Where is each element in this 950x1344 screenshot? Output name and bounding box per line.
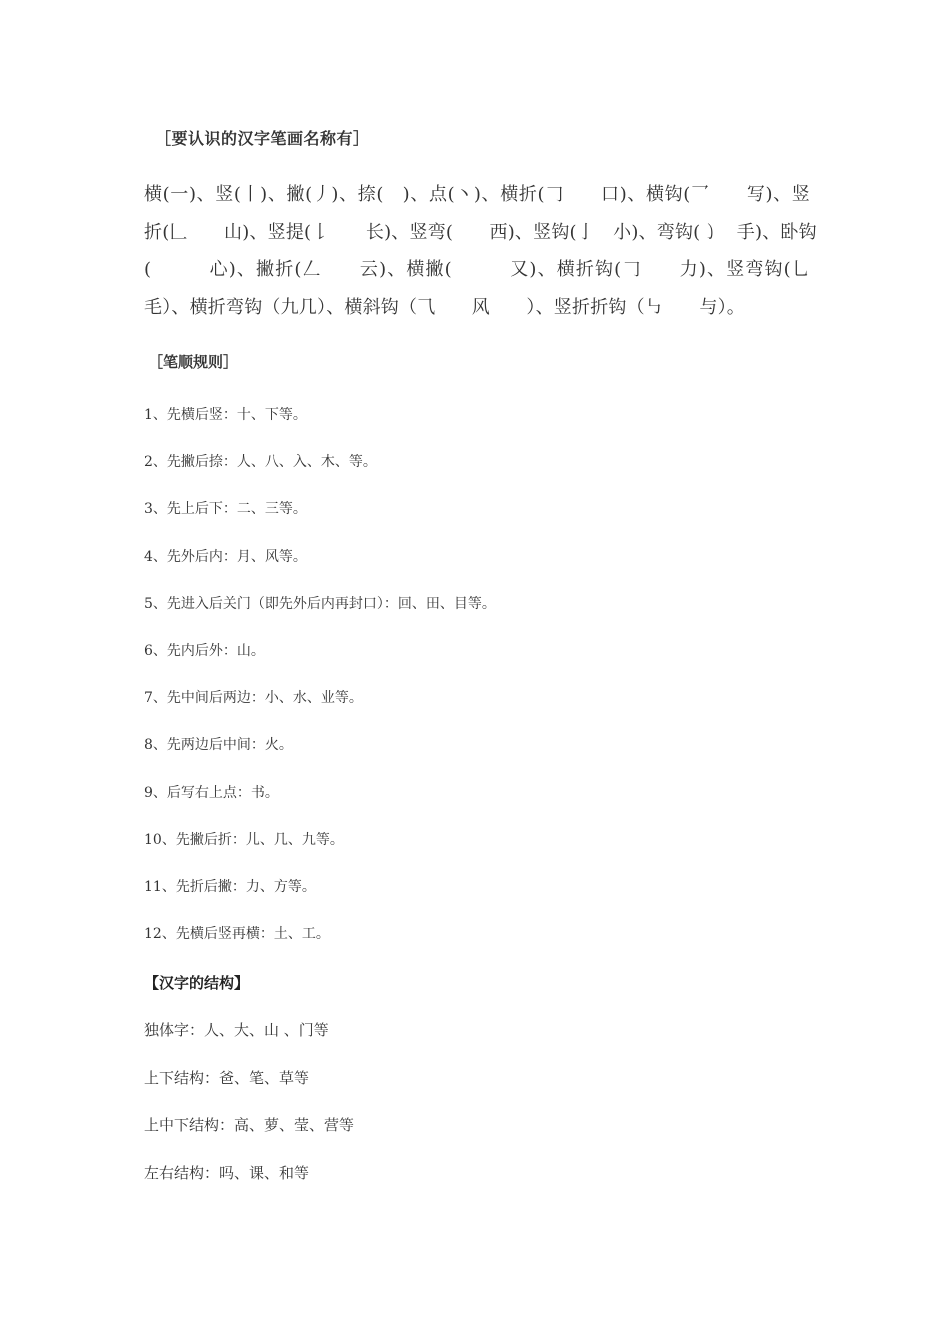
list-item: 左右结构：吗、课、和等 <box>144 1163 310 1182</box>
structure-heading: 【汉字的结构】 <box>144 974 250 992</box>
stroke-order-list <box>144 405 496 971</box>
list-item: 10、先撇后折：儿、几、九等。 <box>144 831 344 848</box>
list-item: 独体字：人、大、山 、门等 <box>144 1021 329 1039</box>
strokes-line: 折(𠃊 山)、竖提(𠄌 长)、竖弯( 西)、竖钩(亅 小)、弯钩(㇁ 手)、卧钩 <box>144 221 817 243</box>
list-item: 3、先上后下：二、三等。 <box>144 501 307 518</box>
list-item: 1、先横后竖：十、下等。 <box>144 407 307 423</box>
strokes-line: ( 心)、撇折(𠃋 云)、横撇( 又)、横折钩(𠃌 力)、竖弯钩(乚 <box>144 259 810 280</box>
list-item: 上下结构：爸、笔、草等 <box>144 1068 310 1087</box>
list-item: 5、先进入后关门（即先外后内再封口）：回、田、目等。 <box>144 595 496 612</box>
list-item: 上中下结构：高、萝、莹、营等 <box>144 1116 355 1134</box>
list-item: 12、先横后竖再横：土、工。 <box>144 926 330 943</box>
strokes-line: 横(一)、竖(丨)、撇(丿)、捺( )、点(丶)、横折(𠃌 口)、横钩(乛 写)、竖 <box>144 184 810 205</box>
list-item: 9、后写右上点：书。 <box>144 784 279 801</box>
list-item: 7、先中间后两边：小、水、业等。 <box>144 690 363 707</box>
structure-list <box>144 1019 354 1209</box>
strokes-heading: ［要认识的汉字笔画名称有］ <box>155 129 370 148</box>
list-item: 2、先撇后捺：人、八、入、木、等。 <box>144 454 377 471</box>
list-item: 11、先折后撇：力、方等。 <box>144 878 316 895</box>
list-item: 4、先外后内：月、风等。 <box>144 548 307 565</box>
list-item: 6、先内后外：山。 <box>144 642 265 659</box>
strokes-paragraph <box>144 176 817 326</box>
stroke-order-heading: ［笔顺规则］ <box>148 353 239 371</box>
list-item: 8、先两边后中间：火。 <box>144 737 293 754</box>
strokes-line: 毛）、横折弯钩（九几）、横斜钩（⺄ 风 ）、竖折折钩（㇉ 与）。 <box>144 296 745 318</box>
